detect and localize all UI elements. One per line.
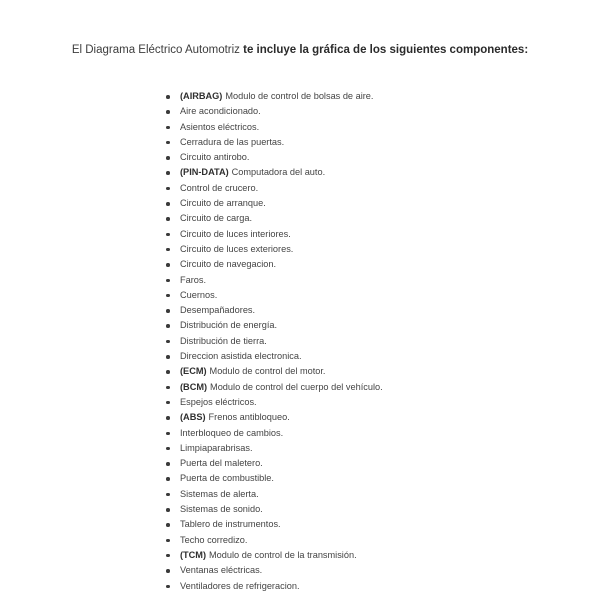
- list-item-text: Distribución de tierra.: [180, 335, 267, 346]
- bullet-icon: [166, 233, 170, 237]
- list-item: [166, 334, 383, 349]
- list-item: [166, 349, 383, 364]
- list-item-text: Circuito de luces exteriores.: [180, 243, 294, 254]
- bullet-icon: [166, 248, 170, 252]
- bullet-icon: [166, 279, 170, 283]
- list-item: [166, 456, 383, 471]
- bullet-icon: [166, 447, 170, 451]
- bullet-icon: [166, 432, 170, 436]
- list-item-abbreviation: (AIRBAG): [180, 91, 223, 101]
- bullet-icon: [166, 477, 170, 481]
- list-item-text: Desempañadores.: [180, 305, 256, 316]
- list-item: [166, 196, 383, 211]
- list-item: [166, 426, 383, 441]
- list-item-text: Modulo de control de la transmisión.: [209, 549, 357, 560]
- bullet-icon: [166, 416, 170, 420]
- list-item-text: Circuito de navegacion.: [180, 259, 277, 270]
- list-item: [166, 471, 383, 486]
- list-item: [166, 211, 383, 226]
- list-item: [166, 533, 383, 548]
- list-item: [166, 318, 383, 333]
- list-item: [166, 273, 383, 288]
- bullet-icon: [166, 462, 170, 466]
- bullet-icon: [166, 141, 170, 145]
- list-item-text: Asientos eléctricos.: [180, 121, 260, 132]
- list-item-text: Cerradura de las puertas.: [180, 136, 285, 147]
- list-item-abbreviation: (BCM): [180, 381, 208, 392]
- list-item: [166, 120, 383, 135]
- list-item-text: Distribución de energía.: [180, 320, 278, 331]
- bullet-icon: [166, 126, 170, 130]
- list-item: [166, 288, 383, 303]
- list-item: [166, 364, 383, 379]
- intro-text: El Diagrama Eléctrico Automotriz: [71, 44, 244, 56]
- bullet-icon: [166, 523, 170, 527]
- list-item-abbreviation: (PIN-DATA): [180, 167, 229, 178]
- component-list: [166, 89, 383, 594]
- list-item: [166, 181, 383, 196]
- list-item-text: Circuito de carga.: [180, 213, 253, 224]
- bullet-icon: [166, 294, 170, 298]
- list-item-text: Ventiladores de refrigeracion.: [180, 580, 300, 591]
- bullet-icon: [166, 386, 170, 390]
- list-item: [166, 227, 383, 242]
- list-item-text: Modulo de control del motor.: [209, 366, 326, 377]
- list-item-text: Circuito antirobo.: [180, 152, 250, 163]
- list-item-abbreviation: (ECM): [180, 366, 207, 377]
- list-item-text: Sistemas de alerta.: [180, 488, 259, 499]
- list-item-text: Modulo de control de bolsas de aire.: [225, 91, 374, 101]
- list-item: [166, 579, 383, 594]
- list-item-text: Tablero de instrumentos.: [180, 519, 281, 530]
- bullet-icon: [166, 202, 170, 206]
- bullet-icon: [166, 340, 170, 344]
- bullet-icon: [166, 493, 170, 497]
- list-item: [166, 563, 383, 578]
- bullet-icon: [166, 217, 170, 221]
- bullet-icon: [166, 110, 170, 114]
- list-item-text: Interbloqueo de cambios.: [180, 427, 284, 438]
- list-item: [166, 380, 383, 395]
- list-item-text: Limpiaparabrisas.: [180, 442, 253, 453]
- list-item-text: Sistemas de sonido.: [180, 504, 263, 515]
- list-item: [166, 150, 383, 165]
- bullet-icon: [166, 401, 170, 405]
- list-item-text: Faros.: [180, 274, 207, 285]
- bullet-icon: [166, 539, 170, 543]
- bullet-icon: [166, 370, 170, 374]
- bullet-icon: [166, 554, 170, 558]
- list-item-text: Computadora del auto.: [231, 167, 326, 178]
- list-item-text: Direccion asistida electronica.: [180, 351, 302, 362]
- list-item-text: Modulo de control del cuerpo del vehículo.: [210, 381, 383, 392]
- list-item-text: Puerta de combustible.: [180, 473, 274, 484]
- bullet-icon: [166, 263, 170, 267]
- list-item: [166, 242, 383, 257]
- list-item-abbreviation: (ABS): [180, 412, 206, 423]
- list-item: [166, 441, 383, 456]
- list-item: [166, 257, 383, 272]
- bullet-icon: [166, 355, 170, 359]
- list-item: [166, 104, 383, 119]
- list-item: [166, 517, 383, 532]
- list-item: [166, 548, 383, 563]
- bullet-icon: [166, 171, 170, 175]
- list-item-text: Control de crucero.: [180, 182, 259, 193]
- list-item: [166, 487, 383, 502]
- list-item-abbreviation: (TCM): [180, 549, 207, 560]
- bullet-icon: [166, 309, 170, 313]
- bullet-icon: [166, 95, 170, 99]
- bullet-icon: [166, 324, 170, 328]
- list-item-text: Cuernos.: [180, 289, 218, 300]
- bullet-icon: [166, 508, 170, 512]
- list-item: [166, 165, 383, 180]
- bullet-icon: [166, 585, 170, 589]
- list-item: [166, 502, 383, 517]
- list-item-text: Espejos eléctricos.: [180, 396, 257, 407]
- list-item-text: Techo corredizo.: [180, 534, 248, 545]
- bullet-icon: [166, 569, 170, 573]
- list-item: [166, 135, 383, 150]
- list-item-text: Frenos antibloqueo.: [208, 412, 290, 423]
- list-item-text: Ventanas eléctricas.: [180, 565, 263, 576]
- list-item: [166, 89, 383, 104]
- bullet-icon: [166, 187, 170, 191]
- intro-text-bold: te incluye la gráfica de los siguientes componentes:: [243, 44, 529, 56]
- list-item-text: Circuito de luces interiores.: [180, 228, 291, 239]
- list-item-text: Puerta del maletero.: [180, 458, 263, 469]
- list-item: [166, 303, 383, 318]
- list-item-text: Aire acondicionado.: [180, 106, 261, 117]
- list-item: [166, 395, 383, 410]
- bullet-icon: [166, 156, 170, 160]
- list-item-text: Circuito de arranque.: [180, 198, 266, 209]
- list-item: [166, 410, 383, 425]
- intro-paragraph: [60, 42, 540, 59]
